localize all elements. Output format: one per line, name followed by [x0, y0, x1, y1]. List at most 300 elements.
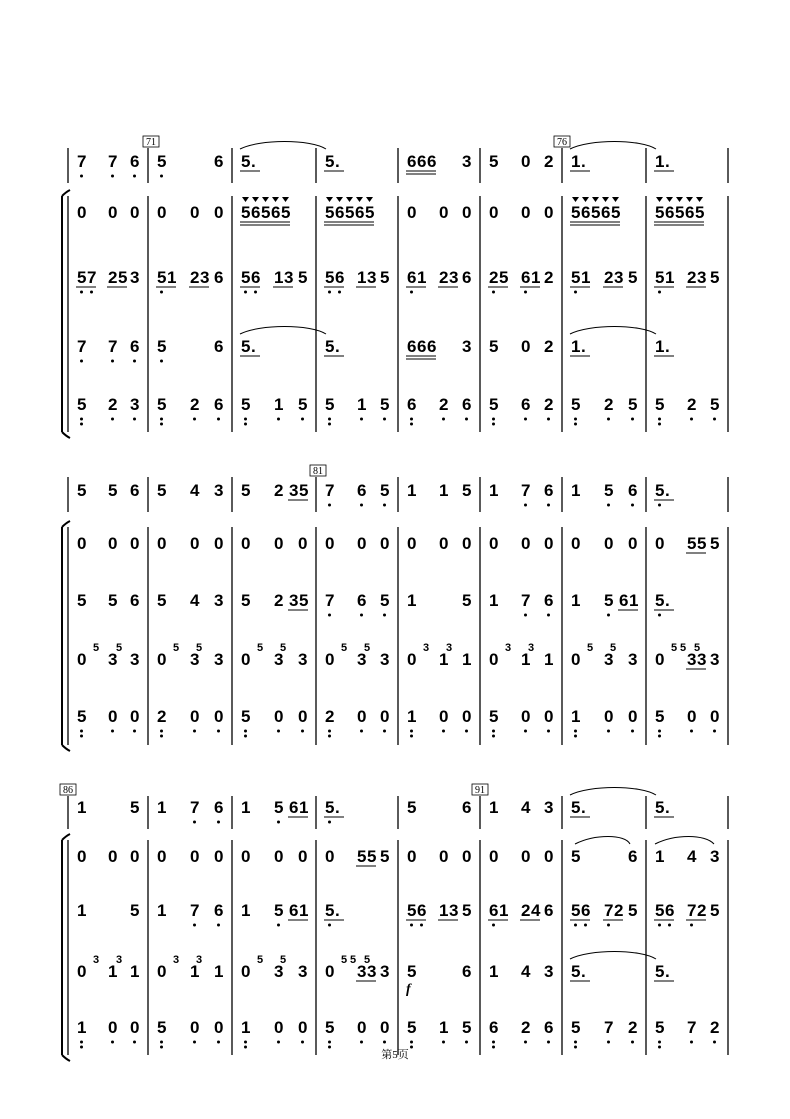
note: 5 [407, 798, 417, 817]
chord-note: 5 [610, 642, 617, 654]
accent-mark [326, 197, 333, 202]
note: 1 [190, 962, 200, 981]
note: 0 [190, 203, 200, 222]
octave-dot [690, 418, 693, 421]
note: 6 [251, 268, 261, 287]
note: 5 [157, 591, 167, 610]
measure-number: 91 [475, 785, 485, 796]
note: 0 [190, 847, 200, 866]
octave-dot [492, 924, 495, 927]
chord-note: 5 [280, 642, 287, 654]
note: . [335, 337, 340, 356]
note: 0 [462, 203, 472, 222]
accent-mark [242, 197, 249, 202]
note: 1 [77, 1018, 87, 1037]
note: 5 [118, 268, 128, 287]
note: 3 [130, 268, 140, 287]
note: 5 [241, 395, 251, 414]
note: 0 [130, 1018, 140, 1037]
octave-dot [631, 730, 634, 733]
note: 0 [274, 1018, 284, 1037]
octave-dot [574, 423, 577, 426]
note: 6 [601, 203, 611, 222]
note: 0 [130, 707, 140, 726]
tie [240, 142, 326, 150]
note: 5 [655, 1018, 665, 1037]
note: 5 [157, 481, 167, 500]
note: 0 [298, 534, 308, 553]
note: 3 [108, 650, 118, 669]
note: 1 [571, 152, 581, 171]
octave-dot [631, 1041, 634, 1044]
note: 0 [489, 534, 499, 553]
note: 3 [380, 650, 390, 669]
note: 2 [604, 268, 614, 287]
note: . [335, 152, 340, 171]
accent-mark [336, 197, 343, 202]
note: 3 [289, 591, 299, 610]
chord-note: 5 [196, 642, 203, 654]
note: 6 [427, 337, 437, 356]
note: 3 [449, 901, 459, 920]
octave-dot [690, 730, 693, 733]
note: 3 [462, 152, 472, 171]
note: 6 [462, 395, 472, 414]
note: 1 [357, 268, 367, 287]
note: 1 [241, 901, 251, 920]
note: 0 [521, 203, 531, 222]
note: 6 [130, 591, 140, 610]
octave-dot [80, 360, 83, 363]
octave-dot [254, 291, 257, 294]
note: 5 [655, 591, 665, 610]
note: 6 [417, 152, 427, 171]
note: 0 [571, 650, 581, 669]
note: 2 [521, 1018, 531, 1037]
octave-dot [383, 504, 386, 507]
note: 5 [325, 203, 335, 222]
note: 0 [325, 650, 335, 669]
note: 3 [614, 268, 624, 287]
note: 5 [628, 395, 638, 414]
slur [655, 837, 714, 845]
octave-dot [547, 1041, 550, 1044]
note: 1 [214, 962, 224, 981]
octave-dot [492, 423, 495, 426]
octave-dot [410, 735, 413, 738]
note: 5 [77, 591, 87, 610]
note: 0 [274, 534, 284, 553]
note: 5 [130, 798, 140, 817]
note: 5 [157, 395, 167, 414]
note: 6 [130, 481, 140, 500]
octave-dot [328, 614, 331, 617]
note: 6 [214, 268, 224, 287]
note: 0 [604, 707, 614, 726]
chord-note: 5 [257, 642, 264, 654]
note: 6 [335, 203, 345, 222]
note: 2 [521, 901, 531, 920]
note: . [665, 591, 670, 610]
note: 4 [190, 481, 200, 500]
octave-dot [217, 821, 220, 824]
note: 1 [274, 268, 284, 287]
note: 0 [462, 707, 472, 726]
note: 0 [108, 707, 118, 726]
note: 1 [655, 152, 665, 171]
note: 6 [462, 962, 472, 981]
note: 5 [298, 395, 308, 414]
octave-dot [277, 821, 280, 824]
accent-mark [582, 197, 589, 202]
note: 0 [77, 534, 87, 553]
note: 1 [130, 962, 140, 981]
note: 6 [289, 798, 299, 817]
octave-dot [277, 418, 280, 421]
note: 0 [157, 650, 167, 669]
note: 0 [544, 707, 554, 726]
note: . [665, 152, 670, 171]
note: 5 [380, 268, 390, 287]
note: 6 [407, 152, 417, 171]
chord-note: 3 [446, 642, 453, 654]
chord-note: 5 [694, 642, 701, 654]
note: 7 [325, 591, 335, 610]
note: 6 [521, 395, 531, 414]
note: 2 [489, 268, 499, 287]
note: 5 [695, 203, 705, 222]
octave-dot [465, 418, 468, 421]
octave-dot [713, 418, 716, 421]
note: 5 [710, 901, 720, 920]
note: 5 [367, 847, 377, 866]
octave-dot [301, 1041, 304, 1044]
note: 3 [357, 650, 367, 669]
note: 5 [325, 268, 335, 287]
chord-note: 3 [173, 954, 180, 966]
note: 1 [521, 650, 531, 669]
note: 6 [544, 591, 554, 610]
note: 5 [611, 203, 621, 222]
note: 0 [655, 534, 665, 553]
octave-dot [193, 1041, 196, 1044]
tie [240, 327, 326, 335]
note: 6 [521, 268, 531, 287]
note: 6 [214, 152, 224, 171]
octave-dot [328, 821, 331, 824]
page-number: 第5页 [381, 1049, 409, 1061]
octave-dot [328, 423, 331, 426]
note: 3 [380, 962, 390, 981]
note: 0 [439, 203, 449, 222]
note: 5 [325, 798, 335, 817]
note: 5 [380, 847, 390, 866]
octave-dot [607, 418, 610, 421]
system-2 [62, 465, 728, 751]
note: 7 [325, 481, 335, 500]
tie [570, 952, 656, 960]
note: 6 [417, 901, 427, 920]
note: 0 [77, 203, 87, 222]
note: 0 [462, 534, 472, 553]
octave-dot [668, 924, 671, 927]
note: 5 [298, 268, 308, 287]
note: 0 [628, 534, 638, 553]
note: 5 [241, 591, 251, 610]
note: 6 [130, 337, 140, 356]
chord-note: 5 [257, 954, 264, 966]
note: 0 [357, 1018, 367, 1037]
note: 7 [521, 481, 531, 500]
octave-dot [524, 614, 527, 617]
note: . [581, 962, 586, 981]
note: 4 [687, 847, 697, 866]
note: 0 [380, 534, 390, 553]
system-1 [62, 136, 728, 438]
octave-dot [574, 291, 577, 294]
note: 6 [581, 901, 591, 920]
octave-dot [360, 1041, 363, 1044]
note: 7 [687, 901, 697, 920]
octave-dot [383, 418, 386, 421]
octave-dot [111, 175, 114, 178]
octave-dot [80, 175, 83, 178]
octave-dot [360, 418, 363, 421]
note: 5 [325, 152, 335, 171]
note: 5 [571, 901, 581, 920]
note: 6 [335, 268, 345, 287]
note: 3 [130, 395, 140, 414]
octave-dot [193, 730, 196, 733]
note: 1 [167, 268, 177, 287]
octave-dot [383, 730, 386, 733]
note: 5 [407, 962, 417, 981]
octave-dot [524, 1041, 527, 1044]
octave-dot [574, 1041, 577, 1044]
note: 5 [325, 1018, 335, 1037]
note: 2 [325, 707, 335, 726]
group-bracket [62, 190, 70, 438]
note: 3 [289, 481, 299, 500]
note: 2 [614, 901, 624, 920]
note: 1 [489, 798, 499, 817]
note: 3 [214, 650, 224, 669]
note: 6 [489, 901, 499, 920]
octave-dot [244, 291, 247, 294]
chord-note: 3 [423, 642, 430, 654]
chord-note: 3 [116, 954, 123, 966]
note: 2 [604, 395, 614, 414]
octave-dot [442, 418, 445, 421]
octave-dot [217, 1041, 220, 1044]
octave-dot [410, 423, 413, 426]
accent-mark [656, 197, 663, 202]
note: 2 [274, 481, 284, 500]
note: 3 [687, 650, 697, 669]
octave-dot [492, 730, 495, 733]
octave-dot [658, 504, 661, 507]
note: 5 [130, 901, 140, 920]
note: 0 [274, 707, 284, 726]
accent-mark [592, 197, 599, 202]
chord-note: 5 [341, 642, 348, 654]
group-bracket [62, 521, 70, 751]
octave-dot [160, 1041, 163, 1044]
note: 5 [462, 591, 472, 610]
note: 1 [407, 707, 417, 726]
octave-dot [328, 291, 331, 294]
note: 5 [710, 395, 720, 414]
note: 5 [591, 203, 601, 222]
note: 5 [571, 268, 581, 287]
note: 5 [655, 203, 665, 222]
note: 0 [544, 847, 554, 866]
note: . [665, 798, 670, 817]
chord-note: 5 [587, 642, 594, 654]
octave-dot [658, 291, 661, 294]
tie [570, 788, 656, 796]
note: 1 [581, 268, 591, 287]
note: 0 [521, 534, 531, 553]
note: 2 [108, 395, 118, 414]
note: 3 [604, 650, 614, 669]
octave-dot [631, 504, 634, 507]
octave-dot [524, 504, 527, 507]
octave-dot [607, 614, 610, 617]
octave-dot [160, 730, 163, 733]
note: 1 [571, 481, 581, 500]
note: 0 [325, 534, 335, 553]
octave-dot [442, 730, 445, 733]
octave-dot [607, 1041, 610, 1044]
note: 5 [365, 203, 375, 222]
note: 0 [298, 1018, 308, 1037]
note: 6 [271, 203, 281, 222]
chord-note: 5 [280, 954, 287, 966]
note: 6 [544, 1018, 554, 1037]
note: 1 [544, 650, 554, 669]
note: 0 [77, 650, 87, 669]
note: 0 [407, 847, 417, 866]
note: 7 [77, 152, 87, 171]
note: 0 [439, 847, 449, 866]
octave-dot [465, 730, 468, 733]
note: 0 [190, 707, 200, 726]
note: 5 [571, 847, 581, 866]
note: 1 [531, 268, 541, 287]
accent-mark [262, 197, 269, 202]
note: 4 [521, 962, 531, 981]
note: 2 [108, 268, 118, 287]
octave-dot [658, 924, 661, 927]
accent-mark [676, 197, 683, 202]
note: 1 [417, 268, 427, 287]
octave-dot [160, 423, 163, 426]
chord-note: 5 [350, 954, 357, 966]
note: 0 [130, 534, 140, 553]
note: 2 [710, 1018, 720, 1037]
note: 1 [407, 481, 417, 500]
note: 2 [439, 268, 449, 287]
octave-dot [465, 1041, 468, 1044]
note: 0 [544, 534, 554, 553]
note: 5 [710, 268, 720, 287]
note: 5 [697, 534, 707, 553]
note: 5 [77, 707, 87, 726]
octave-dot [713, 1041, 716, 1044]
note: 3 [697, 268, 707, 287]
octave-dot [160, 360, 163, 363]
octave-dot [277, 730, 280, 733]
note: 6 [357, 591, 367, 610]
note: 3 [284, 268, 294, 287]
octave-dot [410, 1041, 413, 1044]
note: 5 [604, 481, 614, 500]
note: 1 [357, 395, 367, 414]
note: 6 [214, 901, 224, 920]
octave-dot [360, 730, 363, 733]
note: 6 [407, 268, 417, 287]
note: 5 [108, 591, 118, 610]
measure-number: 76 [557, 137, 567, 148]
note: 0 [214, 203, 224, 222]
note: 0 [130, 203, 140, 222]
chord-note: 3 [505, 642, 512, 654]
octave-dot [301, 730, 304, 733]
octave-dot [524, 291, 527, 294]
octave-dot [492, 1041, 495, 1044]
dynamic-mark: f [406, 982, 411, 997]
octave-dot [574, 418, 577, 421]
note: 5 [241, 337, 251, 356]
note: 0 [357, 707, 367, 726]
note: 1 [629, 591, 639, 610]
note: 0 [462, 847, 472, 866]
octave-dot [193, 821, 196, 824]
measure-number: 86 [63, 785, 73, 796]
note: 0 [521, 847, 531, 866]
octave-dot [217, 924, 220, 927]
octave-dot [442, 1041, 445, 1044]
octave-dot [133, 360, 136, 363]
octave-dot [328, 504, 331, 507]
octave-dot [524, 418, 527, 421]
note: 0 [108, 534, 118, 553]
note: 2 [544, 337, 554, 356]
octave-dot [80, 423, 83, 426]
note: 3 [274, 650, 284, 669]
note: 3 [190, 650, 200, 669]
accent-mark [572, 197, 579, 202]
octave-dot [328, 418, 331, 421]
note: 5 [380, 395, 390, 414]
note: 0 [108, 203, 118, 222]
octave-dot [607, 504, 610, 507]
note: 6 [355, 203, 365, 222]
note: 6 [685, 203, 695, 222]
octave-dot [80, 291, 83, 294]
note: 1 [77, 798, 87, 817]
note: 0 [108, 847, 118, 866]
note: 0 [157, 534, 167, 553]
octave-dot [658, 1041, 661, 1044]
octave-dot [383, 1041, 386, 1044]
octave-dot [193, 418, 196, 421]
note: 5 [380, 481, 390, 500]
note: 5 [628, 901, 638, 920]
note: 1 [439, 481, 449, 500]
octave-dot [111, 418, 114, 421]
